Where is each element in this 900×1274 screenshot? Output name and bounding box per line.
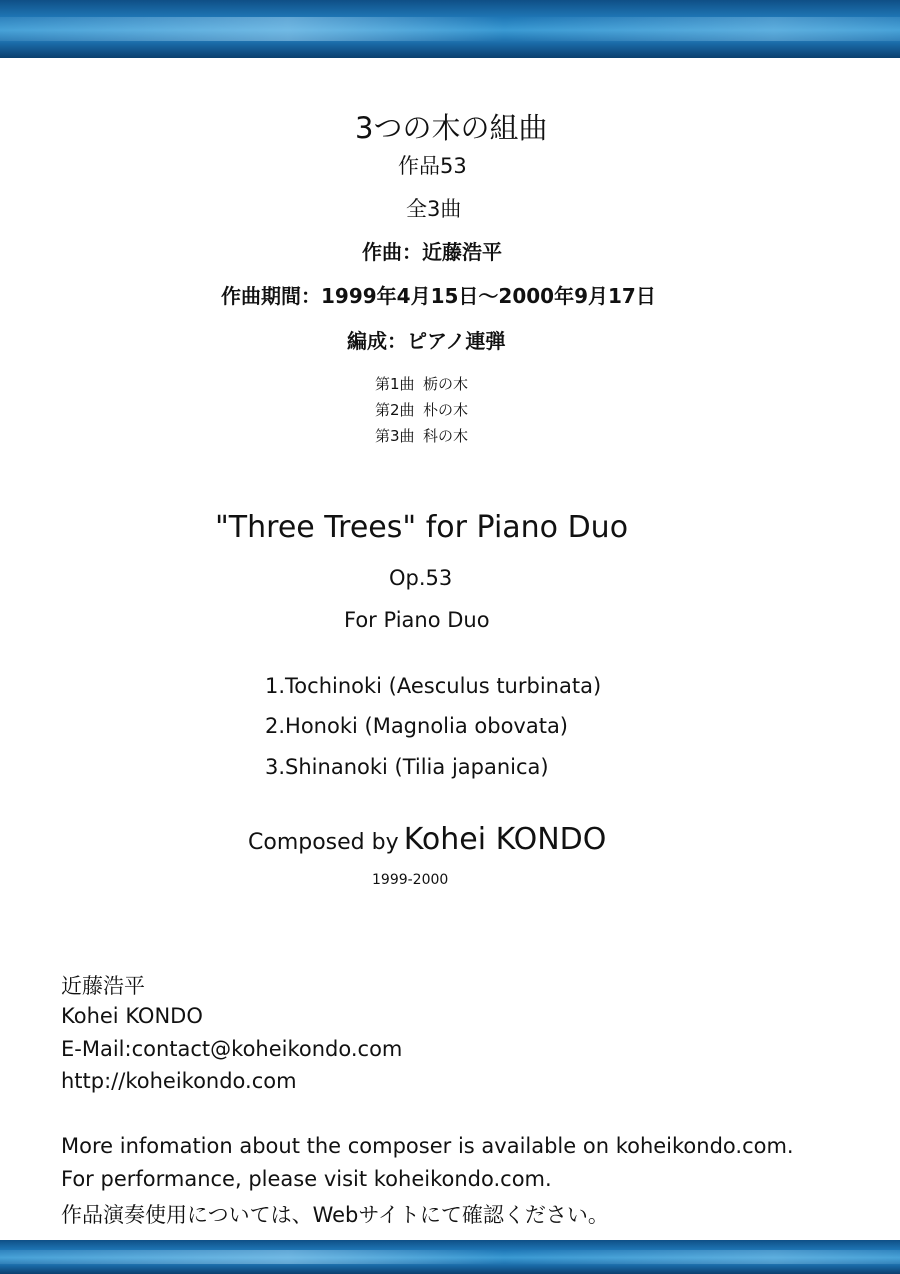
bottom-decorative-band: [0, 1240, 900, 1274]
japanese-movement-number: 第3曲: [375, 427, 415, 445]
composer-credit: [248, 822, 606, 857]
contact-name-english: Kohei KONDO: [61, 1004, 203, 1028]
japanese-instrumentation: 編成：ピアノ連弾: [347, 329, 506, 353]
composition-years: 1999-2000: [372, 872, 449, 888]
english-instrumentation: For Piano Duo: [344, 608, 490, 632]
japanese-movement-name: 栃の木: [423, 375, 469, 393]
english-opus: Op.53: [389, 566, 453, 590]
english-movement-item: 3.Shinanoki (Tilia japanica): [265, 755, 549, 779]
english-movement-item: 1.Tochinoki (Aesculus turbinata): [265, 674, 602, 698]
japanese-movement-item: [375, 399, 468, 420]
composed-by-label: Composed by: [248, 830, 399, 855]
composer-name: Kohei KONDO: [403, 822, 607, 857]
japanese-movement-item: [375, 425, 468, 446]
japanese-movement-count: 全3曲: [406, 197, 462, 221]
japanese-title: 3つの木の組曲: [355, 111, 548, 145]
japanese-opus: 作品53: [398, 154, 467, 178]
english-title: "Three Trees" for Piano Duo: [215, 510, 629, 545]
japanese-movement-number: 第2曲: [375, 401, 415, 419]
japanese-movement-name: 朴の木: [423, 401, 469, 419]
info-line-composer: More infomation about the composer is available on koheikondo.com.: [61, 1134, 794, 1158]
japanese-composition-period: 作曲期間：1999年4月15日～2000年9月17日: [221, 284, 656, 308]
japanese-movement-number: 第1曲: [375, 375, 415, 393]
contact-email[interactable]: E-Mail:contact@koheikondo.com: [61, 1037, 403, 1061]
info-line-japanese: 作品演奏使用については、Webサイトにて確認ください。: [61, 1203, 609, 1227]
info-line-performance: For performance, please visit koheikondo.com.: [61, 1167, 552, 1191]
top-decorative-band: [0, 0, 900, 58]
japanese-composer: 作曲：近藤浩平: [362, 240, 502, 264]
contact-name-japanese: 近藤浩平: [61, 974, 145, 998]
japanese-movement-name: 科の木: [423, 427, 469, 445]
contact-website-link[interactable]: http://koheikondo.com: [61, 1069, 297, 1093]
english-movement-item: 2.Honoki (Magnolia obovata): [265, 714, 569, 738]
japanese-movement-item: [375, 373, 468, 394]
